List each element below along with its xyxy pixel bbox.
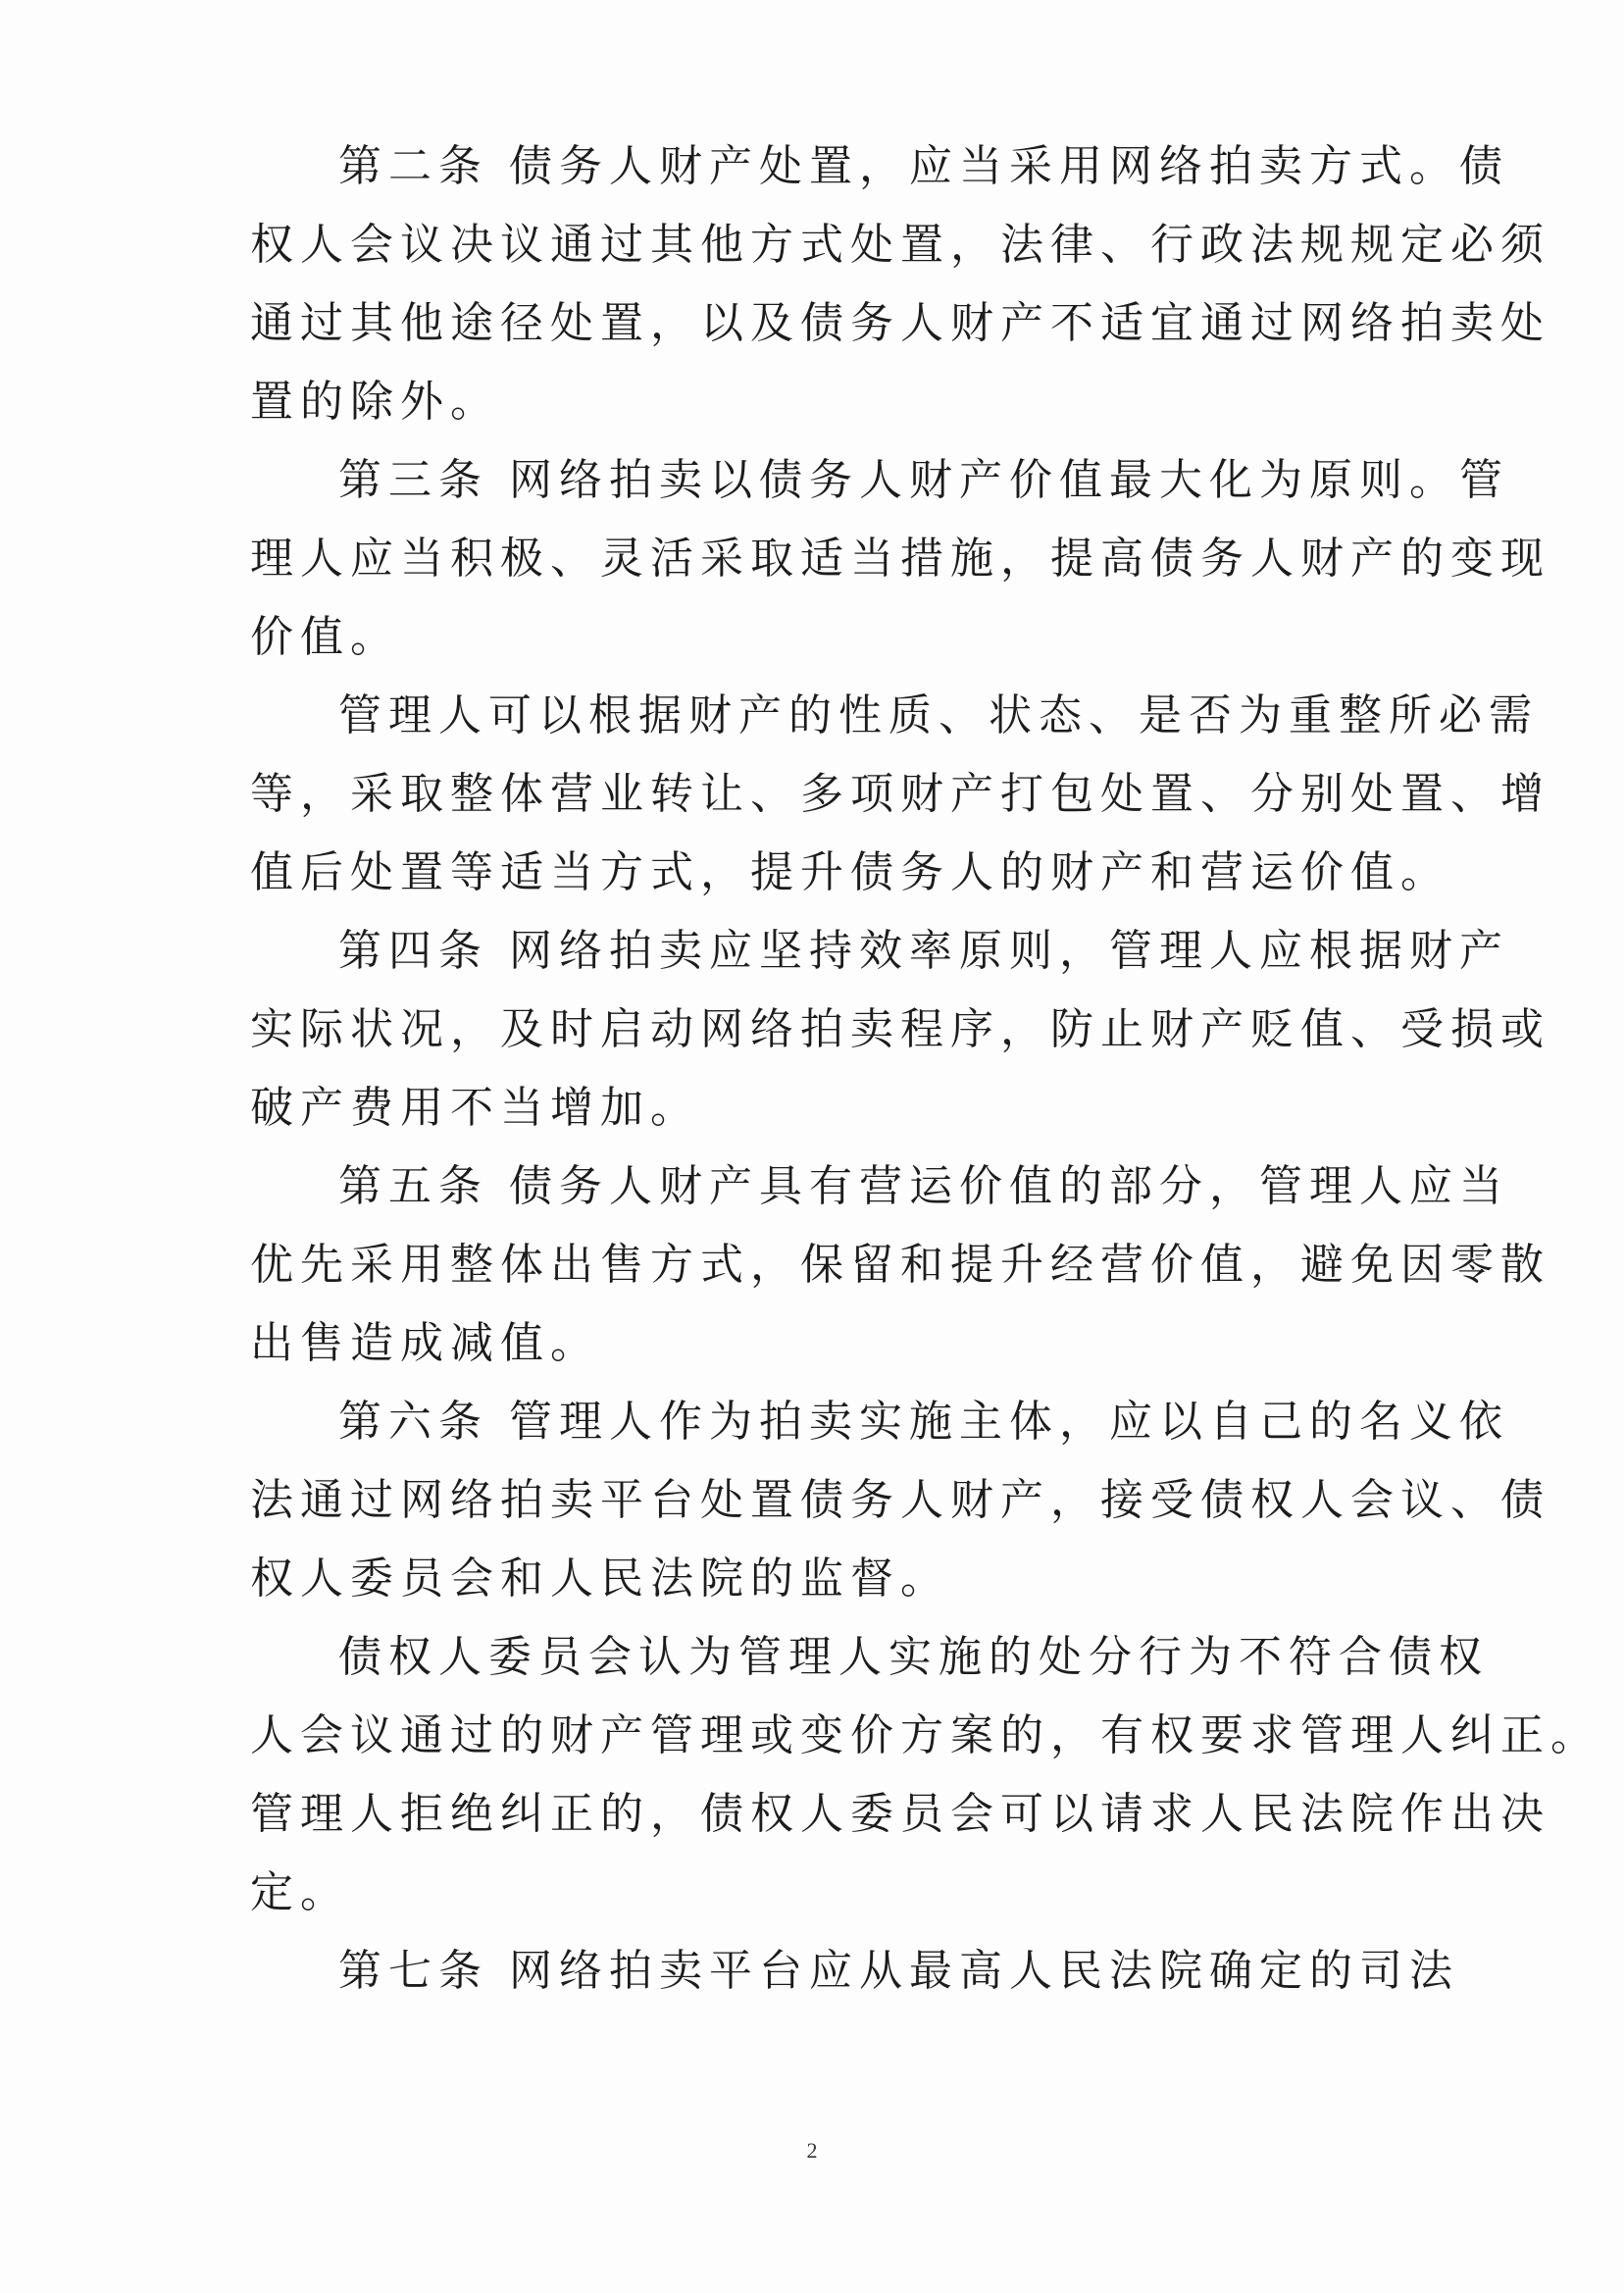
- article-2-line-1: 第二条 债务人财产处置，应当采用网络拍卖方式。债: [338, 141, 1509, 191]
- article-6-para-2-line-4: 定。: [250, 1867, 350, 1917]
- article-6-para-2-line-3: 管理人拒绝纠正的，债权人委员会可以请求人民法院作出决: [250, 1789, 1550, 1839]
- article-5-line-1: 第五条 债务人财产具有营运价值的部分，管理人应当: [338, 1161, 1509, 1211]
- article-3-line-1: 第三条 网络拍卖以债务人财产价值最大化为原则。管: [338, 455, 1509, 505]
- article-3-line-3: 价值。: [250, 612, 400, 662]
- article-3-para-2-line-3: 值后处置等适当方式，提升债务人的财产和营运价值。: [250, 847, 1450, 897]
- article-5-line-3: 出售造成减值。: [250, 1318, 600, 1368]
- article-6-line-1: 第六条 管理人作为拍卖实施主体，应以自己的名义依: [338, 1397, 1509, 1447]
- article-3-para-2-line-2: 等，采取整体营业转让、多项财产打包处置、分别处置、增: [250, 769, 1550, 819]
- article-6-para-2-line-1: 债权人委员会认为管理人实施的处分行为不符合债权: [338, 1632, 1489, 1682]
- article-6-line-2: 法通过网络拍卖平台处置债务人财产，接受债权人会议、债: [250, 1475, 1550, 1525]
- article-2-line-4: 置的除外。: [250, 377, 500, 427]
- article-3-para-2-line-1: 管理人可以根据财产的性质、状态、是否为重整所必需: [338, 690, 1539, 740]
- article-7-line-1: 第七条 网络拍卖平台应从最高人民法院确定的司法: [338, 1946, 1459, 1996]
- article-4-line-3: 破产费用不当增加。: [250, 1083, 700, 1133]
- article-6-line-3: 权人委员会和人民法院的监督。: [250, 1554, 950, 1604]
- article-2-line-2: 权人会议决议通过其他方式处置，法律、行政法规规定必须: [250, 220, 1550, 270]
- article-2-line-3: 通过其他途径处置，以及债务人财产不适宜通过网络拍卖处: [250, 298, 1550, 348]
- article-4-line-2: 实际状况，及时启动网络拍卖程序，防止财产贬值、受损或: [250, 1004, 1550, 1054]
- article-3-line-2: 理人应当积极、灵活采取适当措施，提高债务人财产的变现: [250, 534, 1550, 584]
- article-4-line-1: 第四条 网络拍卖应坚持效率原则，管理人应根据财产: [338, 926, 1509, 976]
- page-number: 2: [806, 2138, 818, 2163]
- article-6-para-2-line-2: 人会议通过的财产管理或变价方案的，有权要求管理人纠正。: [250, 1710, 1600, 1760]
- article-5-line-2: 优先采用整体出售方式，保留和提升经营价值，避免因零散: [250, 1240, 1550, 1290]
